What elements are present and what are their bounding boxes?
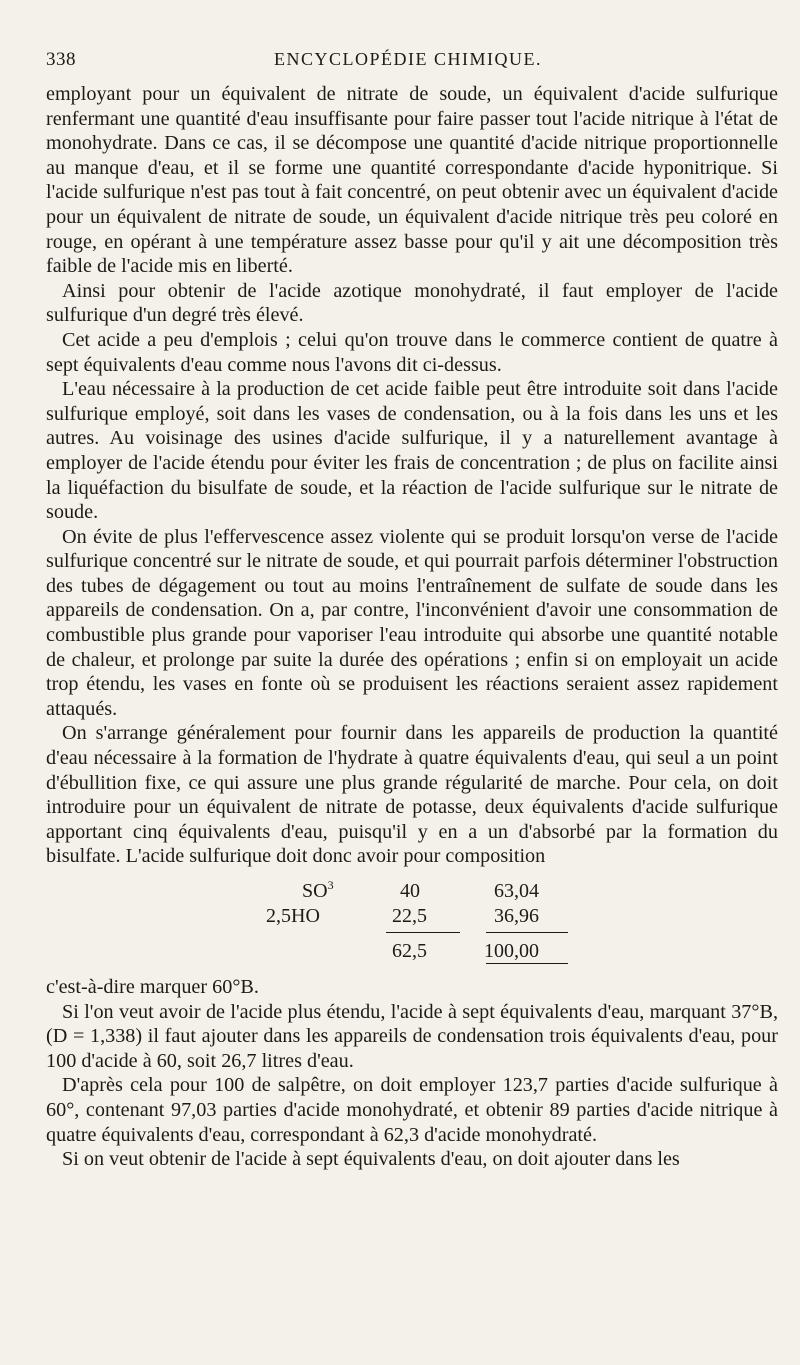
paragraph: Cet acide a peu d'emplois ; celui qu'on trouve dans le commerce contient de quatre à sept équivalents d'eau comme nous l'avons dit ci-dessus. xyxy=(46,328,778,376)
paragraph: D'après cela pour 100 de salpêtre, on doit employer 123,7 parties d'acide sulfurique à 60°, contenant 97,03 parties d'acide monohydraté, et obtenir 89 parties d'acide nitrique à quatre équivalents d'eau, correspondant à 62,3 d'acide monohydraté. xyxy=(46,1074,778,1146)
page-body xyxy=(46,82,778,1172)
paragraph: Ainsi pour obtenir de l'acide azotique monohydraté, il faut employer de l'acide sulfurique d'un degré très élevé. xyxy=(46,279,778,327)
percent-value: 63,04 xyxy=(494,880,539,902)
equiv-value: 40 xyxy=(400,880,420,902)
paragraph: On évite de plus l'effervescence assez violente qui se produit lorsqu'on verse de l'acide sulfurique concentré sur le nitrate de soude, et qui pourrait parfois déterminer l'obstruction des tubes de dégagement ou tout au moins l'entraînement de sulfate de soude dans les appareils de condensation. On a, par contre, l'inconvénient d'avoir une consommation de combustible plus grande pour vaporiser l'eau introduite qui absorbe une quantité notable de chaleur, et prolonge par suite la durée des opérations ; enfin si on employait un acide trop étendu, les vases en fonte où se produisent les réactions seraient assez rapidement attaqués. xyxy=(46,525,778,720)
total-rule xyxy=(486,963,568,964)
page-header xyxy=(46,49,770,75)
equiv-value: 22,5 xyxy=(392,905,427,927)
percent-value: 36,96 xyxy=(494,905,539,927)
formula-water: 2,5HO xyxy=(266,905,320,927)
composition-table xyxy=(46,877,778,969)
running-title: ENCYCLOPÉDIE CHIMIQUE. xyxy=(274,49,542,69)
paragraph: L'eau nécessaire à la production de cet acide faible peut être introduite soit dans l'acide sulfurique employé, soit dans les vases de condensation, ou à la fois dans les uns et les autres. Au voisinage des usines d'acide sulfurique, il y a naturellement avantage à employer de l'acide étendu pour éviter les frais de concentration ; de plus on facilite ainsi la liquéfaction du bisulfate de soude, et la réaction de l'acide sulfurique sur le nitrate de soude. xyxy=(46,378,778,524)
paragraph: Si l'on veut avoir de l'acide plus étendu, l'acide à sept équivalents d'eau, marquant 37°B, (D = 1,338) il faut ajouter dans les appareils de condensation trois équivalents d'eau, pour 100 d'acide à 60, soit 26,7 litres d'eau. xyxy=(46,1000,778,1072)
paragraph: Si on veut obtenir de l'acide à sept équivalents d'eau, on doit ajouter dans les xyxy=(62,1148,680,1171)
paragraph: On s'arrange généralement pour fournir dans les appareils de production la quantité d'eau nécessaire à la formation de l'hydrate à quatre équivalents d'eau, qui seul a un point d'ébullition fixe, ce qui assure une plus grande régularité de marche. Pour cela, on doit introduire pour un équivalent de nitrate de potasse, deux équivalents d'acide sulfurique apportant cinq équivalents d'eau, puisqu'il y en a un d'absorbé par la formation du bisulfate. L'acide sulfurique doit donc avoir pour composition xyxy=(46,722,778,868)
formula-so3: $SO^3$ xyxy=(302,878,334,902)
page-number: 338 xyxy=(46,49,76,70)
paragraph: employant pour un équivalent de nitrate de soude, un équivalent d'acide sulfurique renfermant une quantité d'eau insuffisante pour faire passer tout l'acide nitrique à l'état de monohydrate. Dans ce cas, il se décompose une quantité d'acide nitrique proportionnelle au manque d'eau, et il se forme une quantité correspondante d'acide hyponitrique. Si l'acide sulfurique n'est pas tout à fait concentré, on peut obtenir avec un équivalent d'acide pour un équivalent de nitrate de soude, un équivalent d'acide nitrique très peu coloré en rouge, en opérant à une température assez basse pour qu'il y ait une décomposition très faible de l'acide mis en liberté. xyxy=(46,83,778,278)
equiv-total: 62,5 xyxy=(392,940,427,962)
sum-rule xyxy=(386,932,460,933)
paragraph: c'est-à-dire marquer 60°B. xyxy=(46,976,259,998)
sum-rule xyxy=(486,932,568,933)
percent-total: 100,00 xyxy=(484,940,539,962)
